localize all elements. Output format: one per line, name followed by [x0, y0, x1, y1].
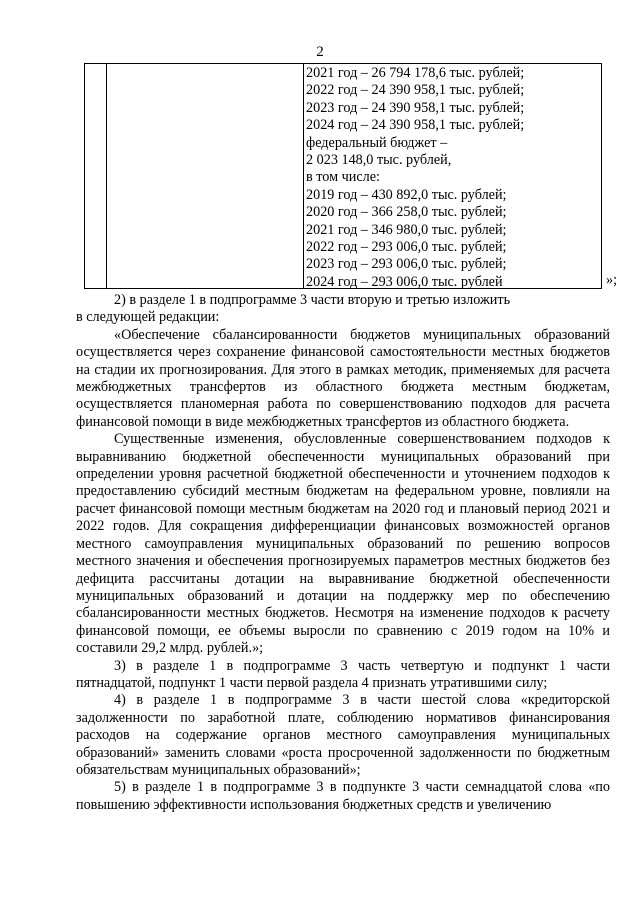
table-cell-line: 2021 год – 346 980,0 тыс. рублей;	[306, 221, 507, 238]
table-cell-line: 2023 год – 293 006,0 тыс. рублей;	[306, 256, 507, 273]
paragraph: в следующей редакции:	[76, 309, 220, 326]
table-column-divider	[303, 64, 304, 288]
table-cell-line: 2024 год – 293 006,0 тыс. рублей	[306, 273, 503, 290]
page-number: 2	[316, 44, 324, 60]
paragraph: 2) в разделе 1 в подпрограмме 3 части вторую и третью изложить	[114, 292, 511, 308]
table-cell-line: федеральный бюджет –	[306, 134, 448, 151]
table-cell-line: в том числе:	[306, 169, 380, 186]
paragraph: 4) в разделе 1 в подпрограмме 3 в части шестой слова «кредиторской задолженности по заработной плате, соблюдению нормативов финансирования расходов на содержание органов местного самоуправления муниципальных образований» заменить словами «роста просроченной задолженности по бюджетным обязательствам муниципальных образований»;	[76, 692, 610, 778]
paragraph: «Обеспечение сбалансированности бюджетов муниципальных образований осуществляется через сохранение финансовой самостоятельности местных бюджетов на стадии их прогнозирования. Для этого в рамках методик, применяемых для расчета межбюджетных трансфертов из областного бюджета местным бюджетам, осуществляется планомерная работа по совершенствованию подходов для расчета финансовой помощи в виде межбюджетных трансфертов из областного бюджета.	[76, 326, 610, 430]
paragraph: 3) в разделе 1 в подпрограмме 3 часть четвертую и подпункт 1 части пятнадцатой, подпункт 1 части первой раздела 4 признать утратившими силу;	[76, 657, 610, 691]
paragraph: Существенные изменения, обусловленные совершенствованием подходов к выравниванию бюджетной обеспеченности муниципальных образований при определении уровня расчетной бюджетной обеспеченности и уточнением подходов к предоставлению субсидий местным бюджетам на федеральном уровне, повлияли на расчет финансовой помощи местным бюджетам на 2020 год и плановый период 2021 и 2022 годов. Для сокращения дифференциации финансовых возможностей органов местного самоуправления муниципальных образований по решению вопросов местного значения и обеспечения прогнозируемых параметров местных бюджетов без дефицита рассчитаны дотации на выравнивание бюджетной обеспеченности муниципальных образований и дотации на поддержку мер по обеспечению сбалансированности местных бюджетов. Несмотря на изменение подходов к расчету финансовой помощи, ее объемы выросли по сравнению с 2019 годом на 10% и составили 29,2 млрд. рублей.»;	[76, 431, 610, 657]
paragraph: 5) в разделе 1 в подпрограмме 3 в подпункте 3 части семнадцатой слова «по повышению эффективности использования бюджетных средств и увеличению	[76, 779, 610, 813]
table-cell-line: 2019 год – 430 892,0 тыс. рублей;	[306, 186, 507, 203]
table-cell-line: 2024 год – 24 390 958,1 тыс. рублей;	[306, 117, 525, 134]
table-cell-line: 2021 год – 26 794 178,6 тыс. рублей;	[306, 65, 525, 81]
table-cell-line: 2023 год – 24 390 958,1 тыс. рублей;	[306, 99, 525, 116]
table-right-cell	[306, 65, 596, 291]
table-cell-line: 2 023 148,0 тыс. рублей,	[306, 151, 452, 168]
table-closing-quote: »;	[606, 272, 618, 288]
document-body	[76, 292, 610, 814]
budget-table	[84, 63, 602, 289]
table-cell-line: 2022 год – 24 390 958,1 тыс. рублей;	[306, 82, 525, 99]
table-column-divider	[106, 64, 107, 288]
table-cell-line: 2020 год – 366 258,0 тыс. рублей;	[306, 204, 507, 221]
table-cell-line: 2022 год – 293 006,0 тыс. рублей;	[306, 238, 507, 255]
